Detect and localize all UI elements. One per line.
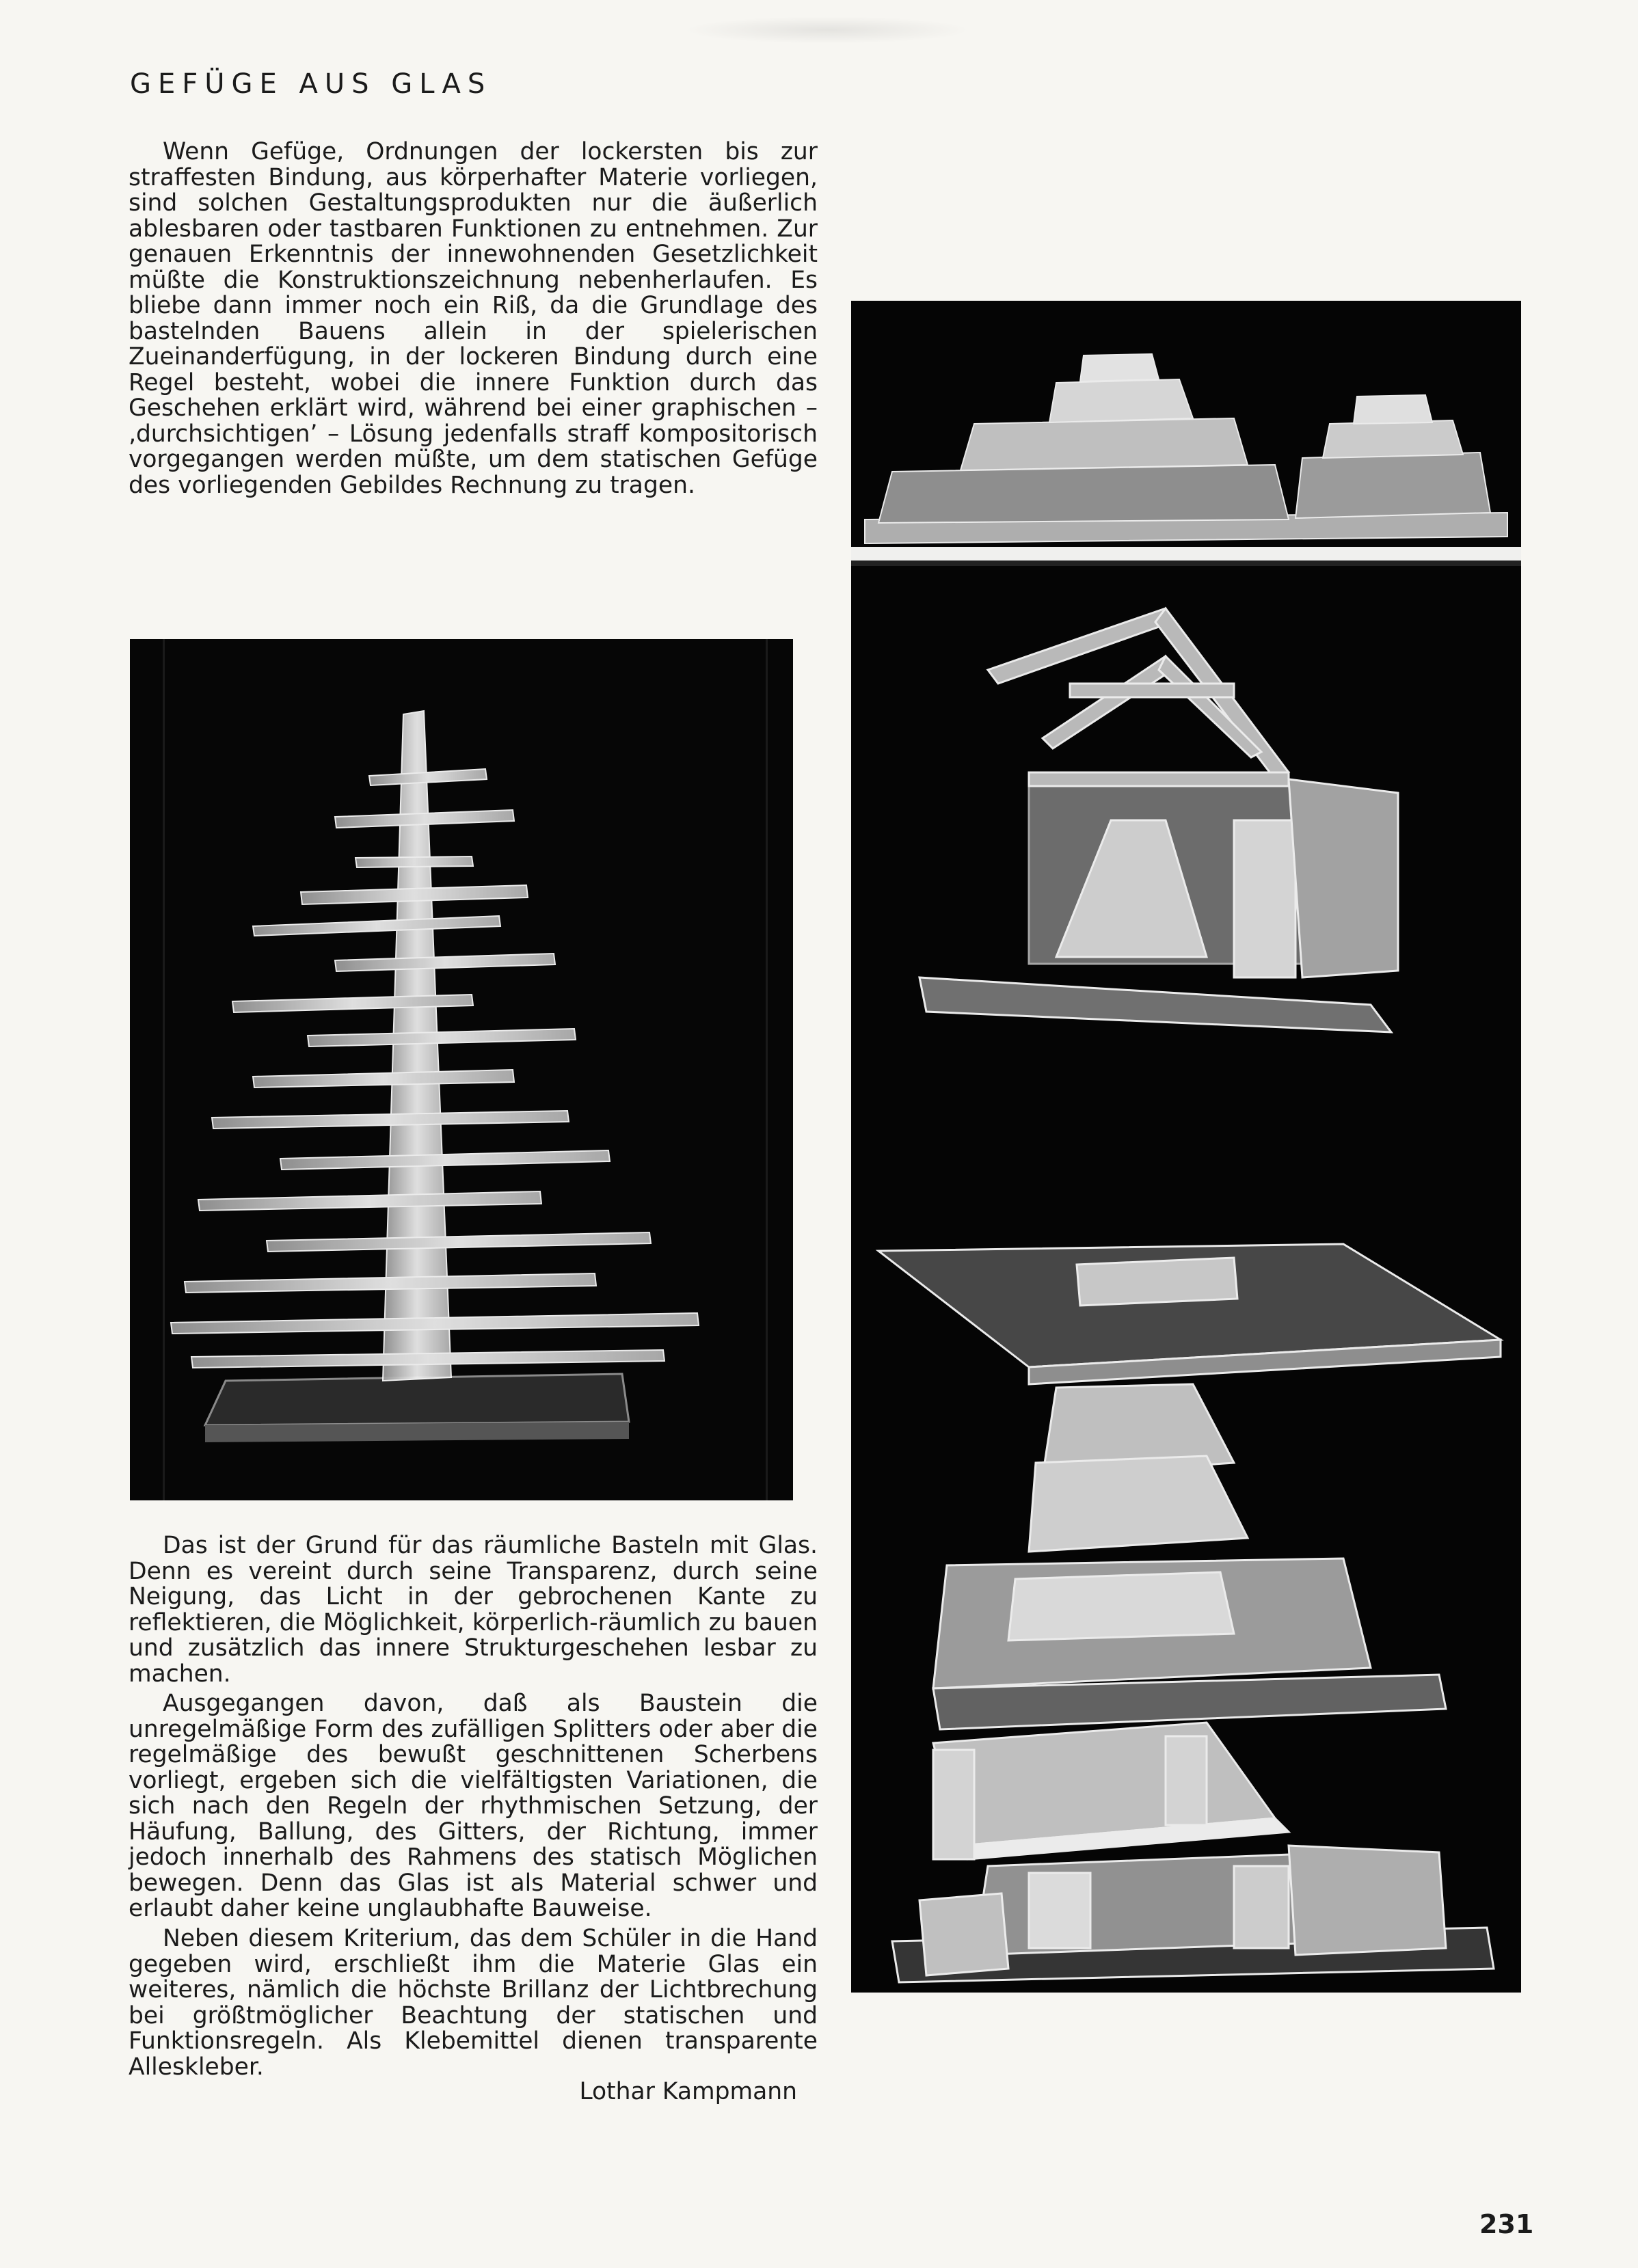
paragraph-criterion: Neben diesem Kriterium, das dem Schüler in die Hand gegeben wird, erschließt ihm die Materie Glas ein weiteres, nämlich die höchste Brillanz der Lichtbrechung bei größtmöglicher Beachtung der statischen und Funktionsregeln. Als Klebemittel dienen transparente Alleskleber. — [129, 1925, 818, 2081]
print-smudge — [684, 16, 971, 44]
paragraph-intro: Wenn Gefüge, Ordnungen der lockersten bis zur straffesten Bindung, aus körperhafter Materie vorliegen, sind solchen Gestaltungsprodukten nur die äußerlich ablesbaren oder tastbaren Funktionen zu entnehmen. Zur genauen Erkenntnis der innewohnenden Gesetzlichkeit müßte die Konstruktionszeichnung nebenherlaufen. Es bliebe dann immer noch ein Riß, da die Grundlage des bastelnden Bauens allein in der spielerischen Zueinanderfügung, in der lockeren Bindung durch eine Regel besteht, wobei die innere Funktion durch das Geschehen erklärt wird, während bei einer graphischen – ‚durchsichtigen’ – Lösung jedenfalls straff kompositorisch vorgegangen werden müßte, um dem statischen Gefüge des vorliegenden Gebildes Rechnung zu tragen. — [129, 138, 818, 499]
page-number: 231 — [1479, 2209, 1534, 2239]
page-title: GEFÜGE AUS GLAS — [130, 68, 492, 100]
photo-glass-tree-sculpture — [130, 639, 793, 1500]
photo-strip-glass-structures — [851, 301, 1521, 1993]
paragraph-reason: Das ist der Grund für das räumliche Basteln mit Glas. Denn es vereint durch seine Transparenz, durch seine Neigung, das Licht in der gebrochenen Kante zu reflektieren, die Möglichkeit, körperlich-räumlich zu bauen und zusätzlich das innere Strukturgeschehen lesbar zu machen. — [129, 1532, 818, 1688]
paragraph-variations: Ausgegangen davon, daß als Baustein die unregelmäßige Form des zufälligen Splitters oder aber die regelmäßige des bewußt geschnittenen Scherbens vorliegt, ergeben sich die vielfältigsten Variationen, die sich nach den Regeln der rhythmischen Setzung, der Häufung, Ballung, des Gitters, der Richtung, immer jedoch innerhalb des Rahmens des statisch Möglichen bewegen. Denn das Glas ist als Material schwer und erlaubt daher keine unglaubhafte Bauweise. — [129, 1690, 818, 1922]
author-signature: Lothar Kampmann — [579, 2078, 797, 2105]
glass-structures-drawing — [851, 301, 1521, 1993]
glass-tree-drawing — [130, 639, 793, 1500]
